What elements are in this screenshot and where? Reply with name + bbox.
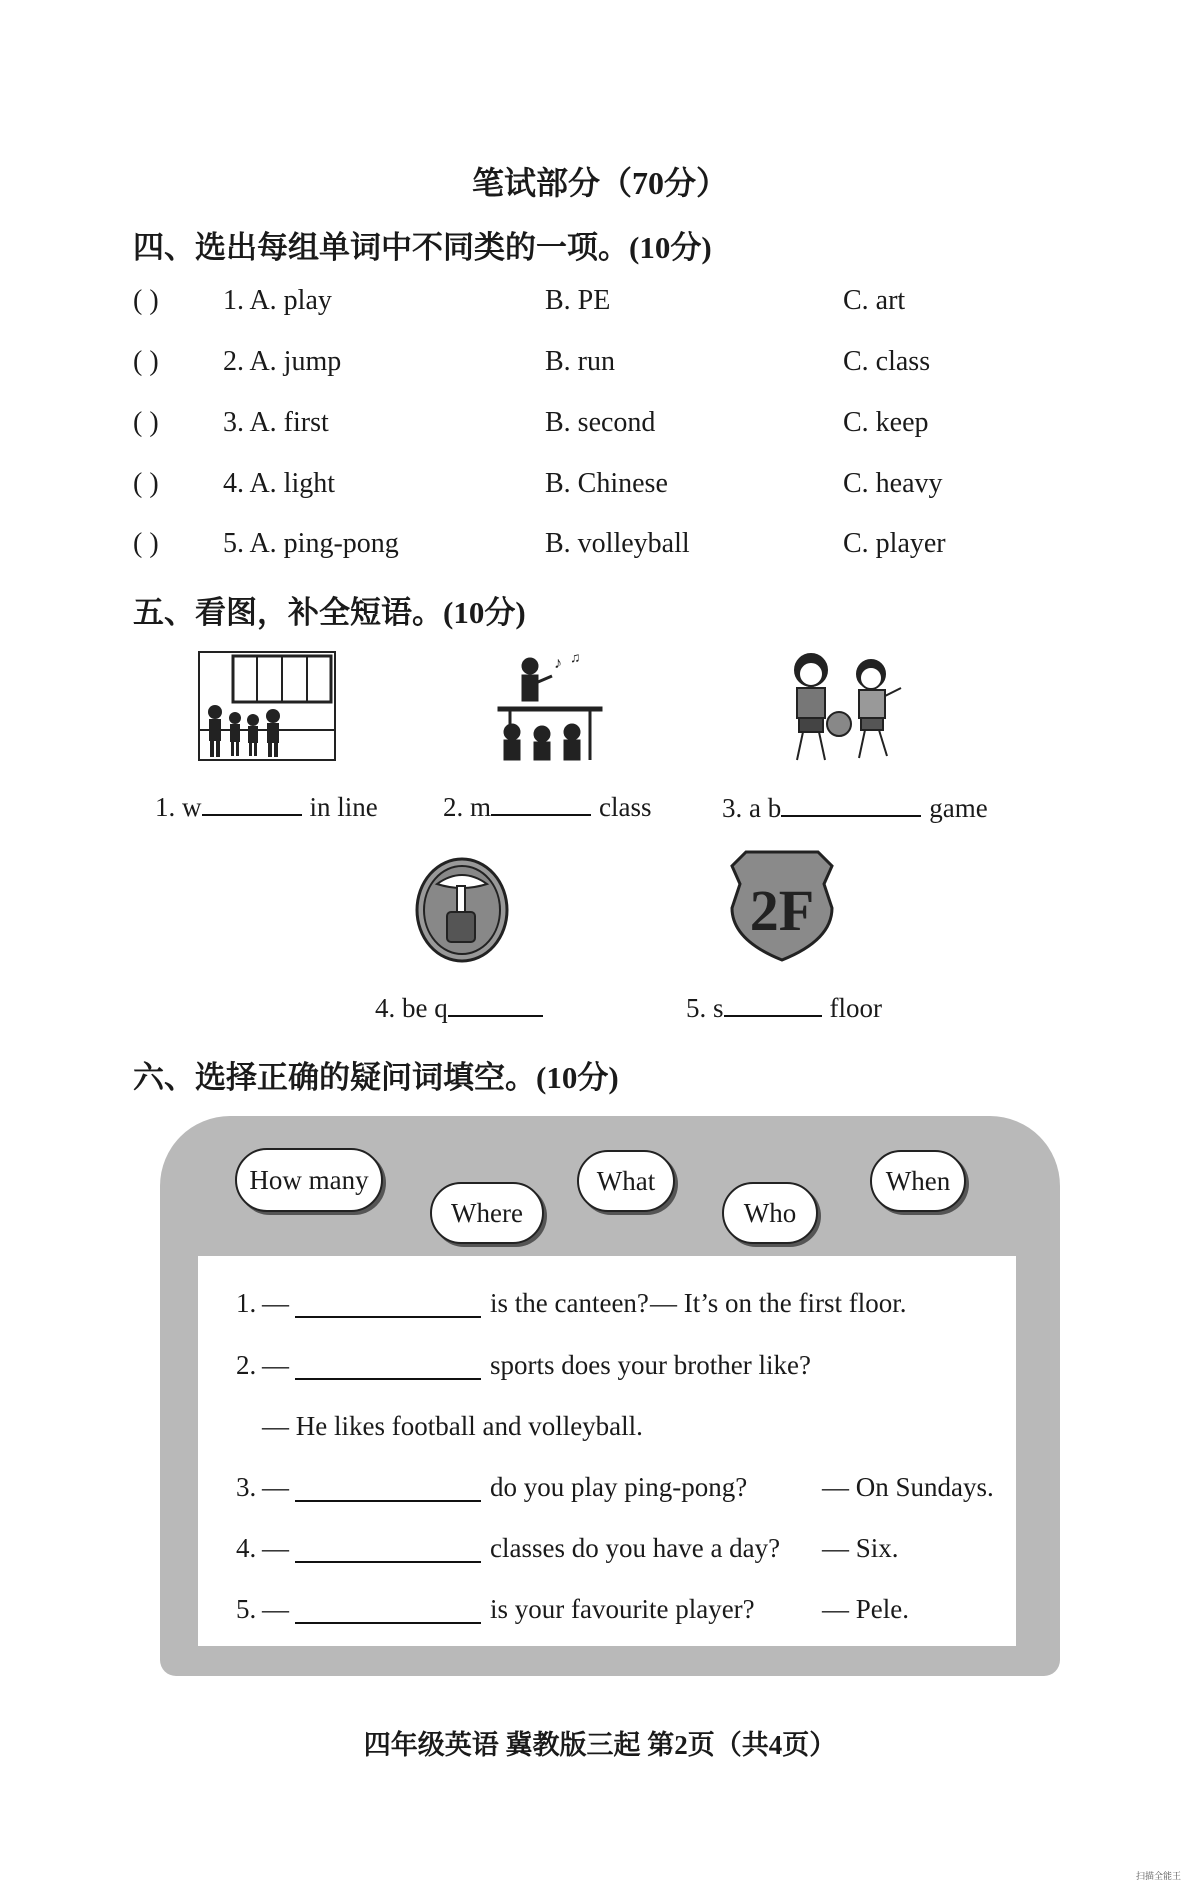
phrase-suffix: floor [829,993,882,1023]
question-number: 5. [236,1594,257,1624]
question-blank[interactable] [295,1622,481,1624]
question-dash: — [262,1594,289,1624]
second-floor-sign-picture [728,848,836,964]
page-footer: 四年级英语 冀教版三起 第2页（共4页） [363,1730,837,1760]
phrase-suffix: class [599,792,652,822]
question-number: 4. [236,1533,257,1563]
question-dash: — [262,1472,289,1502]
question-number: 1. [236,1288,257,1318]
question-text: do you play ping-pong? [490,1472,748,1502]
phrase-blank[interactable] [202,792,302,816]
phrase-item [686,993,882,1024]
answer-text: — On Sundays. [822,1472,994,1502]
phrase-blank[interactable] [491,792,591,816]
question-text: is your favourite player? [490,1594,755,1624]
option-b: B. Chinese [545,468,668,499]
option-c: C. player [843,528,946,559]
basketball-game-picture [775,648,910,766]
phrase-blank[interactable] [781,793,921,817]
phrase-item [375,993,551,1024]
question-word-cloud: How many [235,1148,383,1212]
option-c: C. keep [843,407,929,438]
question-blank[interactable] [295,1378,481,1380]
question-word-cloud: Where [430,1182,544,1244]
phrase-prefix: 2. m [443,792,492,822]
answer-paren[interactable]: ( ) [133,468,159,499]
page-title: 笔试部分（70分） [471,165,728,201]
phrase-prefix: 3. a b [722,793,782,823]
question-blank[interactable] [295,1316,481,1318]
question-dash: — [262,1288,289,1318]
phrase-item [443,792,652,823]
phrase-item [722,793,988,824]
option-b: B. second [545,407,656,438]
phrase-prefix: 1. w [155,792,202,822]
badge-text: 2F [749,878,815,943]
answer-text: — Pele. [822,1594,909,1624]
option-a: 1. A. play [223,285,332,316]
answer-text: — He likes football and volleyball. [262,1411,643,1441]
section-6-heading: 六、选择正确的疑问词填空。(10分) [133,1060,619,1095]
phrase-blank[interactable] [724,993,822,1017]
question-text: sports does your brother like? [490,1350,811,1380]
phrase-prefix: 4. be q [375,993,448,1023]
phrase-blank[interactable] [448,993,543,1017]
svg-text:♫: ♫ [570,652,581,666]
answer-paren[interactable]: ( ) [133,528,159,559]
answer-paren[interactable]: ( ) [133,407,159,438]
section-4-heading: 四、选出每组单词中不同类的一项。(10分) [133,230,712,265]
answer-paren[interactable]: ( ) [133,346,159,377]
phrase-item [155,792,378,823]
answer-text: — It’s on the first floor. [650,1288,907,1318]
quiet-sign-picture [413,856,511,964]
option-c: C. class [843,346,931,377]
line-up-picture [197,650,337,762]
question-number: 3. [236,1472,257,1502]
answer-paren[interactable]: ( ) [133,285,159,316]
phrase-suffix: in line [309,792,378,822]
answer-text: — Six. [822,1533,899,1563]
question-blank[interactable] [295,1500,481,1502]
scanner-watermark-text: 扫描全能王 [1136,1872,1182,1882]
section-5-heading: 五、看图，补全短语。(10分) [133,595,526,630]
option-a: 4. A. light [223,468,336,499]
option-c: C. heavy [843,468,943,499]
question-word-cloud: Who [722,1182,818,1244]
phrase-suffix: game [929,793,988,823]
option-a: 5. A. ping-pong [223,528,399,559]
question-text: classes do you have a day? [490,1533,781,1563]
music-class-picture [490,652,610,762]
option-c: C. art [843,285,906,316]
question-number: 2. [236,1350,257,1380]
scanner-watermark [1136,1869,1196,1891]
phrase-prefix: 5. s [686,993,724,1023]
question-dash: — [262,1350,289,1380]
question-dash: — [262,1533,289,1563]
option-b: B. volleyball [545,528,690,559]
option-a: 2. A. jump [223,346,342,377]
question-word-cloud: What [577,1150,675,1212]
option-b: B. run [545,346,615,377]
option-b: B. PE [545,285,611,316]
svg-text:♪: ♪ [554,655,562,672]
question-word-cloud: When [870,1150,966,1212]
question-blank[interactable] [295,1561,481,1563]
question-text: is the canteen? [490,1288,649,1318]
option-a: 3. A. first [223,407,329,438]
